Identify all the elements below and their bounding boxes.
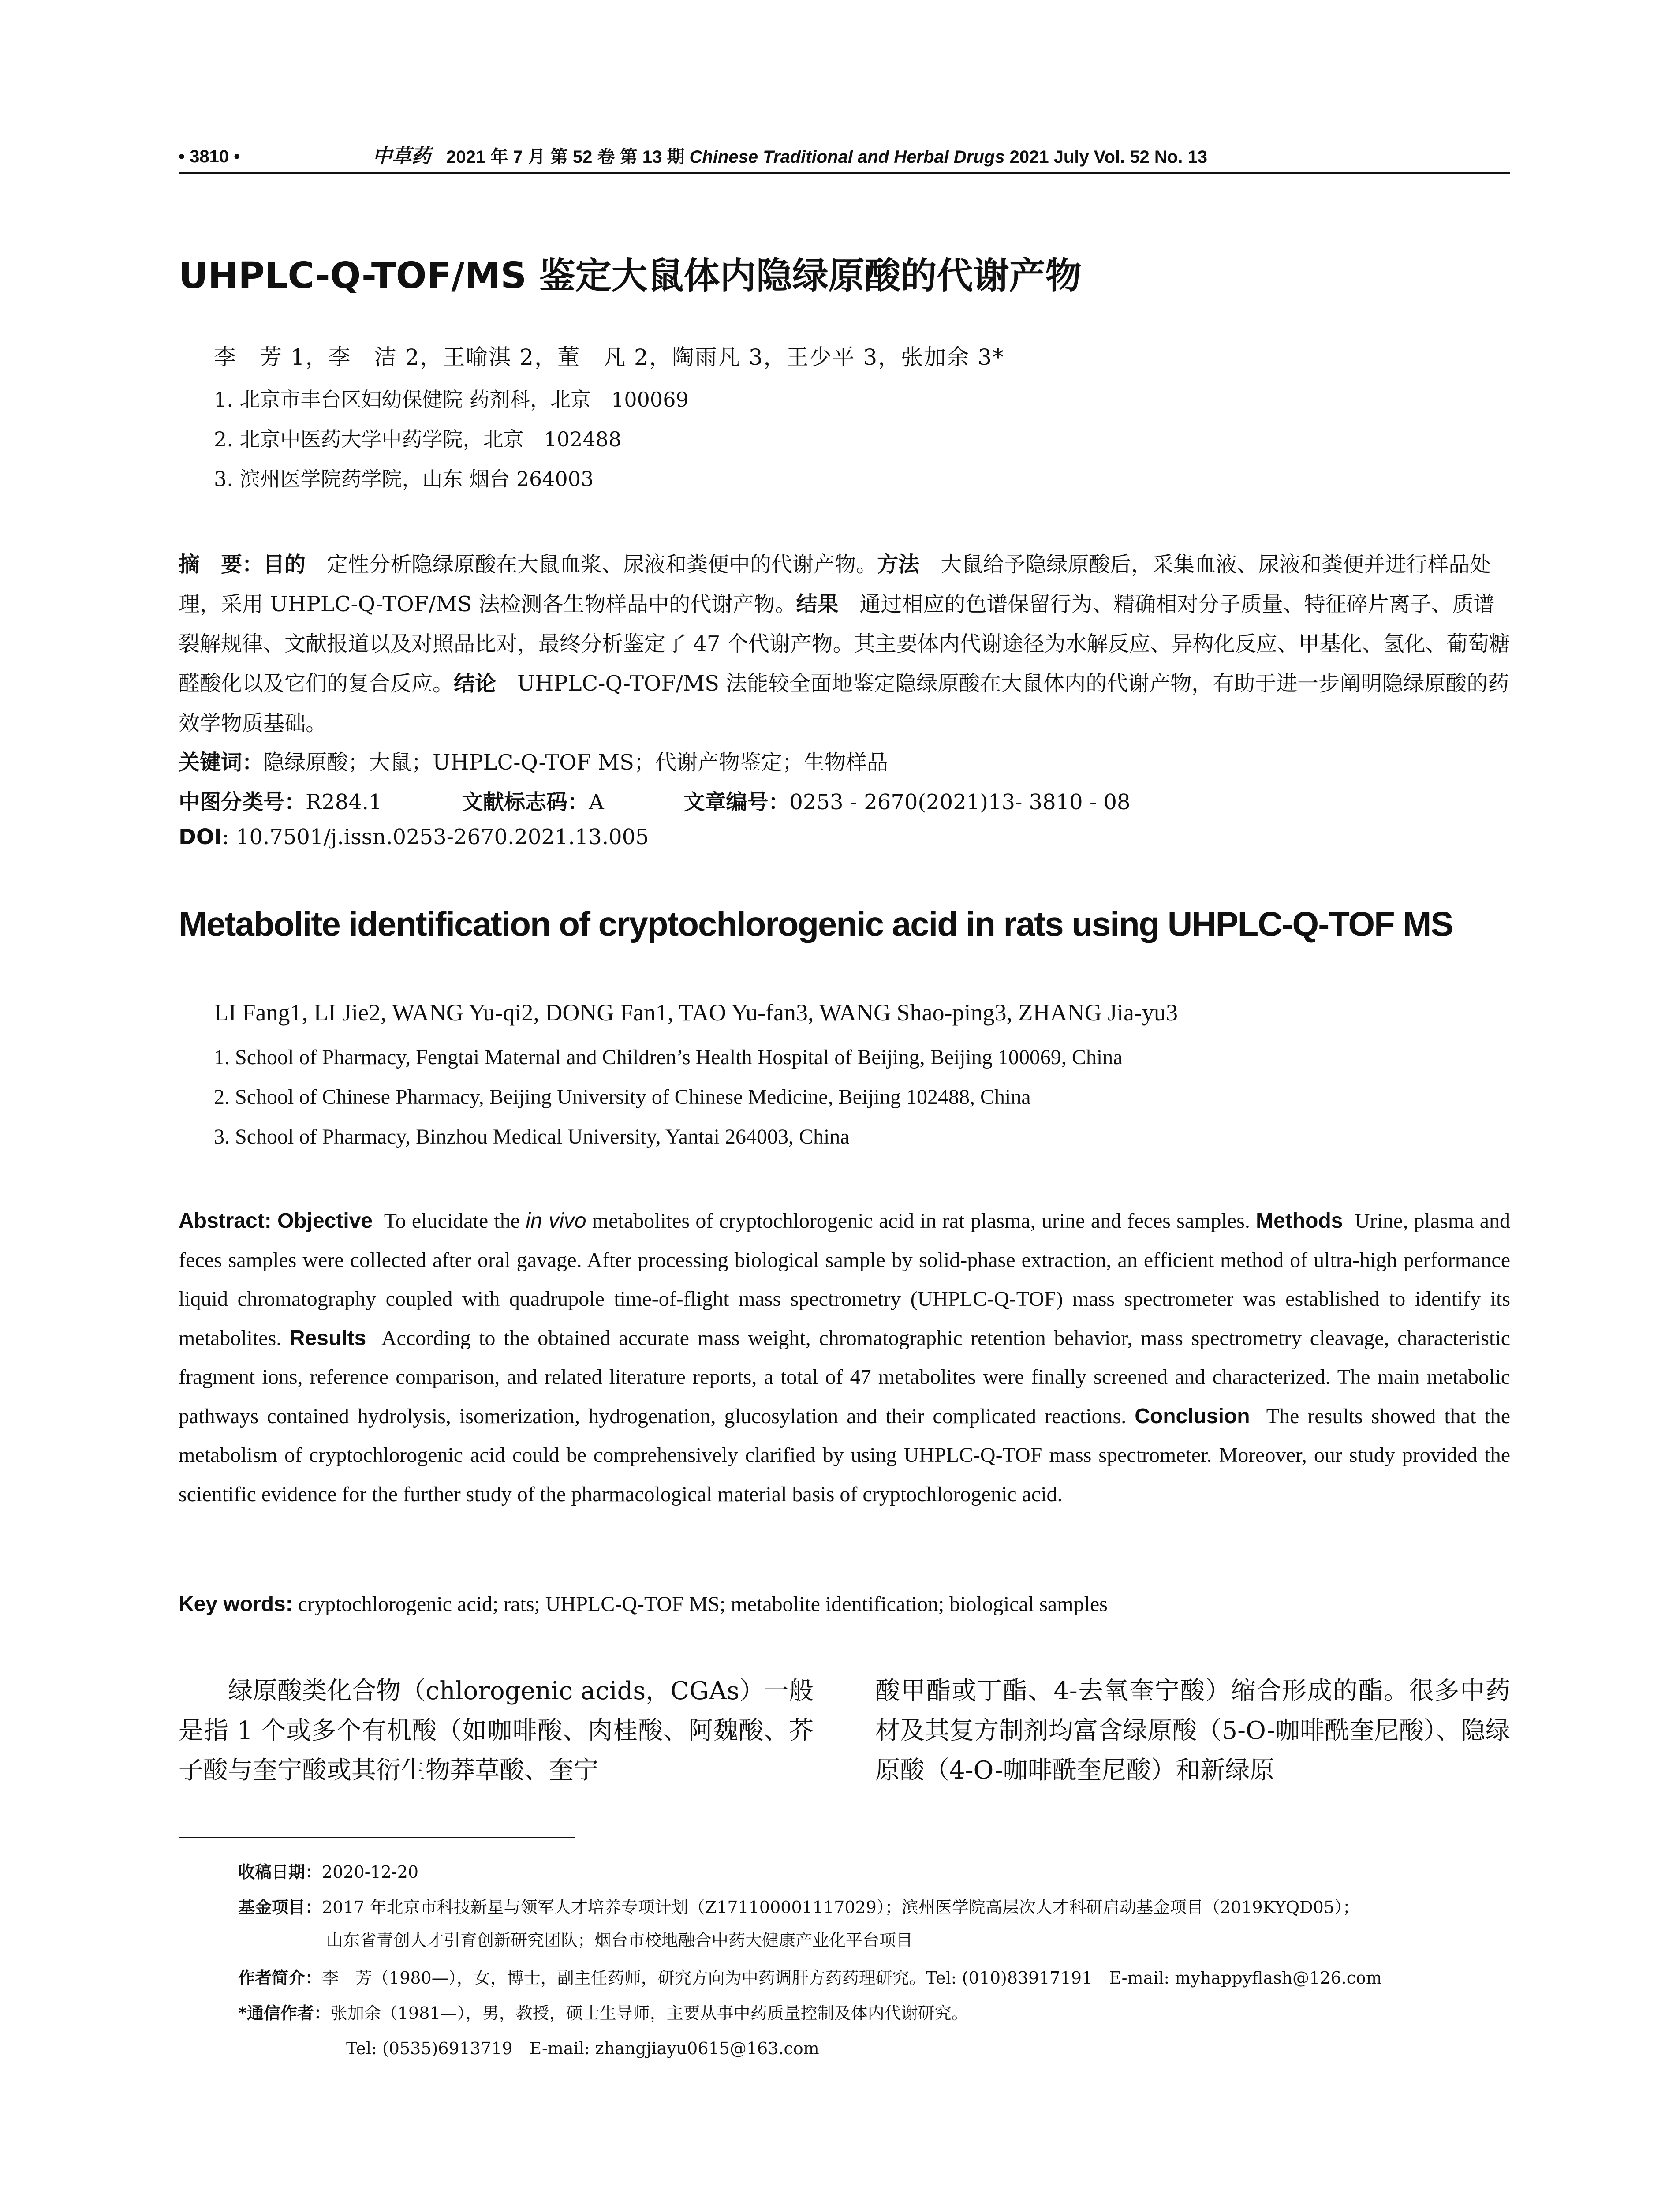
footnote-corresponding [238,1998,968,2029]
fund-label: 基金项目： [238,1898,322,1917]
footnote-divider [179,1837,575,1838]
abstract-en [179,1202,1510,1514]
objective-en-italic: in vivo [526,1209,586,1233]
affiliation-cn-2: 2. 北京中医药大学中药学院，北京 102488 [214,427,622,451]
results-cn-label: 结果 [796,592,839,617]
clc-value: R284.1 [306,790,382,815]
footnote-fund-cont: 山东省青创人才引育创新研究团队；烟台市校地融合中药大健康产业化平台项目 [326,1931,913,1950]
footnote-fund [238,1892,1359,1923]
bio-label: 作者简介： [238,1968,322,1988]
received-date: 2020-12-20 [322,1862,419,1882]
fund-text-1: 2017 年北京市科技新星与领军人才培养专项计划（Z171100001117029）；滨州医学院高层次人才科研启动基金项目（2019KYQD05）； [322,1898,1359,1917]
results-cn: 通过相应的色谱保留行为、精确相对分子质量、特征碎片离子、质谱裂解规律、文献报道以及对照品比对，最终分析鉴定了 47 个代谢产物。其主要体内代谢途径为水解反应、异构化反应、甲基化、氢化、葡萄糖醛酸化以及它们的复合反应。 [179,592,1510,696]
methods-en: Urine, plasma and feces samples were collected after oral gavage. After processing biological sample by solid-phase extraction, an efficient method of ultra-high performance liquid chromatography coupled with quadrupole time-of-flight mass spectrometry (UHPLC-Q-TOF) mass spectrometer was established to identify its metabolites. [179,1209,1511,1350]
authors-cn: 李 芳 1，李 洁 2，王喻淇 2，董 凡 2，陶雨凡 3，王少平 3，张加余 3* [214,344,1004,370]
clc-label: 中图分类号： [179,790,306,815]
received-label: 收稿日期： [238,1862,322,1882]
issue-cn: 2021 年 7 月 第 52 卷 第 13 期 [446,147,685,167]
keywords-en-value: cryptochlorogenic acid; rats; UHPLC-Q-TOF MS; metabolite identification; biological samples [298,1592,1108,1616]
results-en-label: Results [289,1326,366,1350]
authors-en: LI Fang1, LI Jie2, WANG Yu-qi2, DONG Fan1, TAO Yu-fan3, WANG Shao-ping3, ZHANG Jia-yu3 [214,999,1178,1026]
article-no-value: 0253 - 2670(2021)13- 3810 - 08 [789,790,1131,815]
keywords-cn-label: 关键词： [179,750,264,775]
methods-en-label: Methods [1256,1209,1343,1233]
abstract-cn-label: 摘 要： [179,552,264,577]
conclusion-en-label: Conclusion [1135,1404,1250,1428]
journal-line [373,141,1207,172]
doc-code-value: A [589,790,604,815]
abstract-cn [179,545,1510,743]
footnote-bio [238,1962,1382,1993]
doi-label: DOI [179,825,222,849]
affiliation-en-2: 2. School of Chinese Pharmacy, Beijing University of Chinese Medicine, Beijing 102488, China [214,1085,1031,1109]
affiliation-en-1: 1. School of Pharmacy, Fengtai Maternal and Children’s Health Hospital of Beijing, Beijing 100069, China [214,1046,1123,1069]
keywords-cn-value: 隐绿原酸；大鼠；UHPLC-Q-TOF MS；代谢产物鉴定；生物样品 [263,750,889,775]
keywords-en [179,1592,1108,1616]
title-cn: UHPLC-Q-TOF/MS 鉴定大鼠体内隐绿原酸的代谢产物 [179,255,1082,297]
doi-value: : 10.7501/j.issn.0253-2670.2021.13.005 [222,825,649,849]
body-column-left: 绿原酸类化合物（chlorogenic acids，CGAs）一般是指 1 个或多个有机酸（如咖啡酸、肉桂酸、阿魏酸、芥子酸与奎宁酸或其衍生物莽草酸、奎宁 [179,1677,814,1785]
affiliation-en-3: 3. School of Pharmacy, Binzhou Medical University, Yantai 264003, China [214,1125,850,1148]
footnote-received [238,1857,418,1887]
doi-line [179,825,649,849]
doc-code-label: 文献标志码： [462,790,589,815]
corr-text: 张加余（1981—），男，教授，硕士生导师，主要从事中药质量控制及体内代谢研究。 [330,2003,968,2023]
methods-cn: 大鼠给予隐绿原酸后，采集血液、尿液和粪便并进行样品处理，采用 UHPLC-Q-TOF/MS 法检测各生物样品中的代谢产物。 [179,552,1491,617]
results-en: According to the obtained accurate mass weight, chromatographic retention behavior, mass spectrometry cleavage, characteristic fragment ions, reference comparison, and related literature reports, a total of 47 metabolites were finally screened and characterized. The main metabolic pathways contained hydrolysis, isomerization, hydrogenation, glucosylation and their complicated reactions. [179,1326,1511,1428]
objective-cn: 定性分析隐绿原酸在大鼠血浆、尿液和粪便中的代谢产物。 [327,552,877,577]
objective-en-b: metabolites of cryptochlorogenic acid in rat plasma, urine and feces samples. [592,1209,1250,1233]
objective-cn-label: 目的 [263,552,306,577]
conclusion-cn: UHPLC-Q-TOF/MS 法能较全面地鉴定隐绿原酸在大鼠体内的代谢产物，有助于进一步阐明隐绿原酸的药效学物质基础。 [179,671,1509,736]
corr-label: *通信作者： [238,2003,331,2023]
running-head [179,141,1510,174]
body-column-right: 酸甲酯或丁酯、4-去氧奎宁酸）缩合形成的酯。很多中药材及其复方制剂均富含绿原酸（5-O-咖啡酰奎尼酸）、隐绿原酸（4-O-咖啡酰奎尼酸）和新绿原 [875,1677,1510,1785]
classification-line [179,785,1131,815]
methods-cn-label: 方法 [877,552,920,577]
keywords-cn [179,745,888,776]
footnote-corresponding-contact: Tel: (0535)6913719 E-mail: zhangjiayu0615@163.com [346,2039,819,2058]
issue-en: 2021 July Vol. 52 No. 13 [1009,147,1207,167]
objective-en-a: To elucidate the [384,1209,520,1233]
affiliation-cn-1: 1. 北京市丰台区妇幼保健院 药剂科，北京 100069 [214,388,689,411]
conclusion-cn-label: 结论 [454,671,497,696]
article-no-label: 文章编号： [683,790,790,815]
journal-name-en: Chinese Traditional and Herbal Drugs [689,147,1005,167]
page-number: • 3810 • [179,147,240,166]
abstract-en-label: Abstract: [179,1209,272,1233]
conclusion-en: The results showed that the metabolism of cryptochlorogenic acid could be comprehensively clarified by using UHPLC-Q-TOF mass spectrometer. Moreover, our study provided the scientific evidence for the further study of the pharmacological material basis of cryptochlorogenic acid. [179,1404,1510,1506]
keywords-en-label: Key words: [179,1592,293,1616]
affiliation-cn-3: 3. 滨州医学院药学院，山东 烟台 264003 [214,467,594,491]
journal-logo-cn: 中草药 [373,145,431,168]
objective-en-label: Objective [277,1209,373,1233]
bio-text: 李 芳（1980—），女，博士，副主任药师，研究方向为中药调肝方药药理研究。Tel: (010)83917191 E-mail: myhappyflash@126.com [322,1968,1382,1988]
title-en: Metabolite identification of cryptochlorogenic acid in rats using UHPLC-Q-TOF MS [179,904,1453,943]
